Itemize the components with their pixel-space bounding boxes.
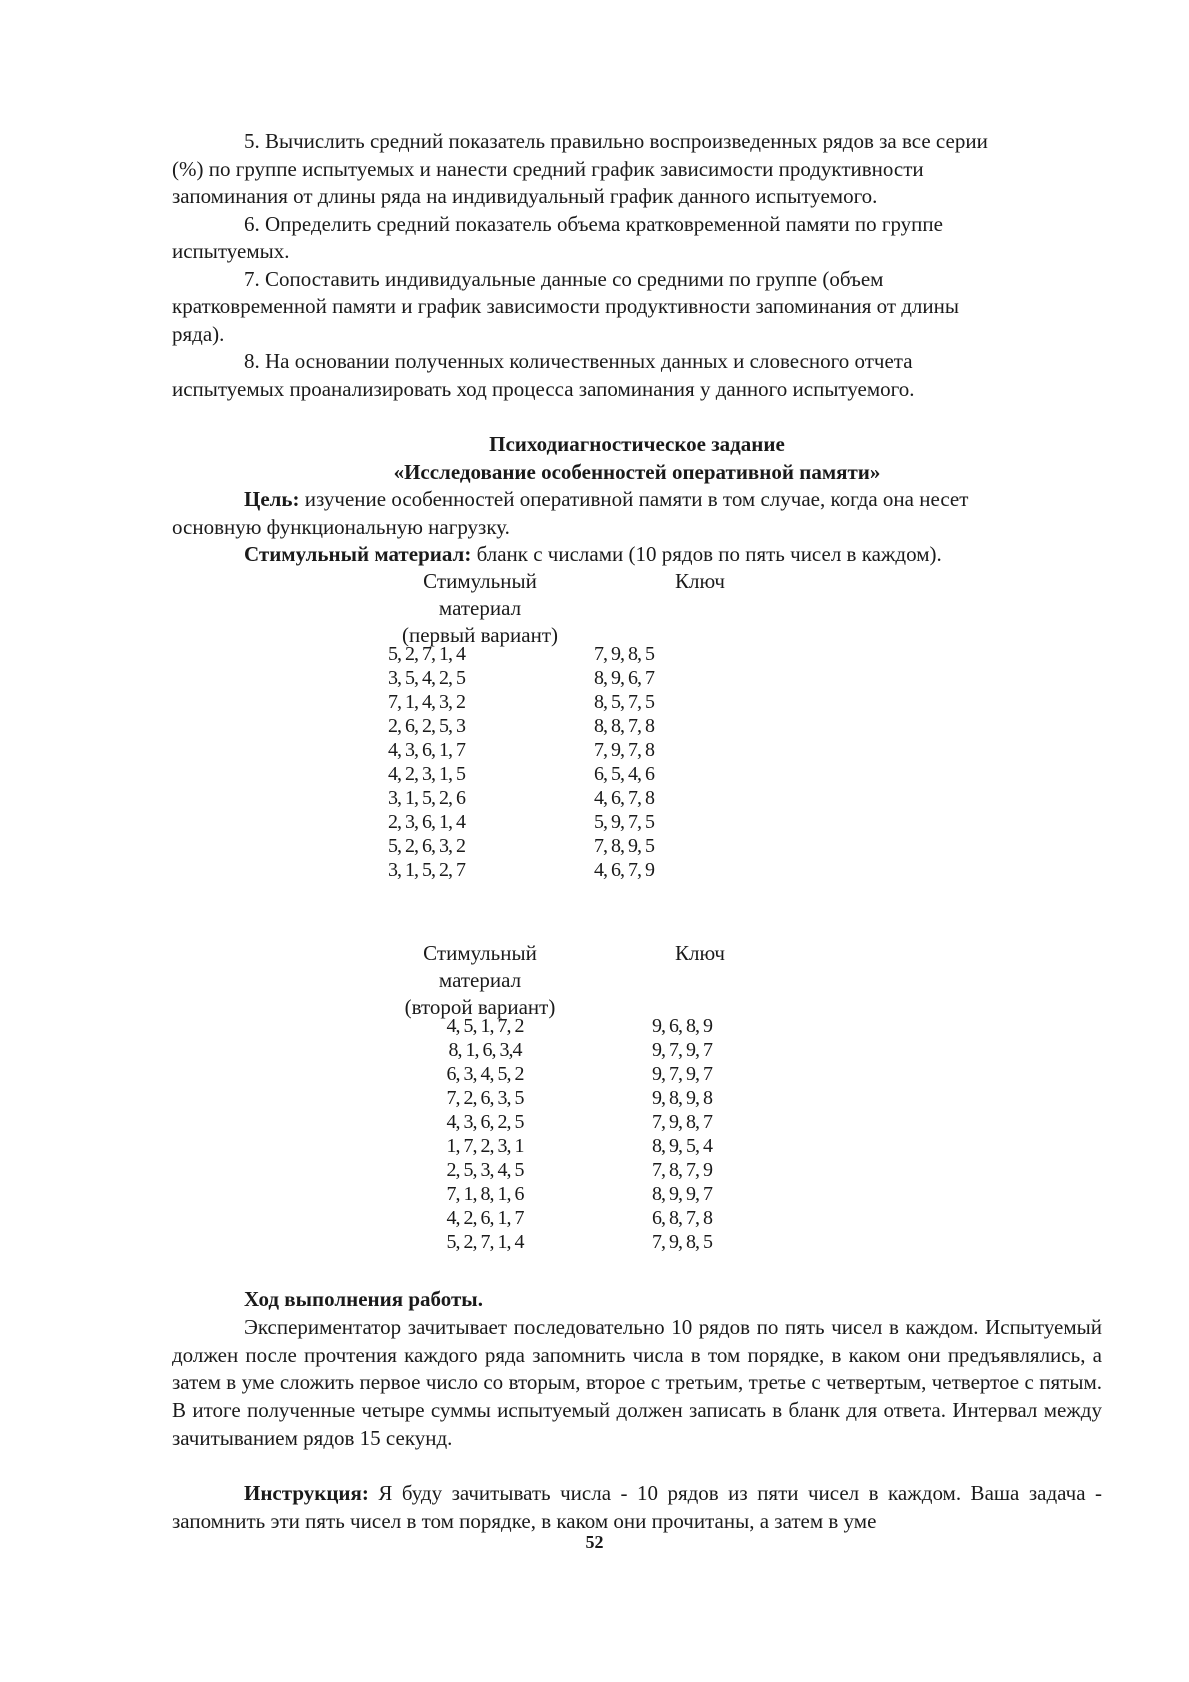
variant-2-key: 7, 9, 8, 5 [652,1231,712,1253]
step-8-line-1: 8. На основании полученных количественных данных и словесного отчета [244,349,913,373]
variant-1-row: 3, 1, 5, 2, 7 [388,859,465,881]
variant-2-row: 4, 5, 1, 7, 2 [446,1015,524,1037]
instruction-label: Инструкция: [244,1481,369,1505]
variant-2-header-b: материал [438,968,522,992]
variant-1-key: 7, 9, 7, 8 [594,739,654,761]
stimulus-text: бланк с числами (10 рядов по пять чисел в каждом). [471,542,942,566]
variant-2-header-a: Стимульный [423,941,537,965]
variant-1-row: 2, 3, 6, 1, 4 [388,811,465,833]
step-8-line-2: испытуемых проанализировать ход процесса запоминания у данного испытуемого. [172,376,915,401]
variant-1-key-header: Ключ [675,569,725,593]
step-5-line-1: 5. Вычислить средний показатель правильно воспроизведенных рядов за все серии [244,129,988,153]
variant-1-key: 8, 5, 7, 5 [594,691,654,713]
step-7-line-3: ряда). [172,321,225,346]
variant-2-keys [652,1014,712,1254]
variant-2-key: 6, 8, 7, 8 [652,1207,712,1229]
variant-1-row: 3, 1, 5, 2, 6 [388,787,465,809]
step-5-line-3: запоминания от длины ряда на индивидуальный график данного испытуемого. [172,184,878,208]
variant-2-row: 7, 1, 8, 1, 6 [446,1183,524,1205]
variant-2-header-c: (второй вариант) [404,995,556,1019]
variant-2-row: 6, 3, 4, 5, 2 [446,1063,524,1085]
variant-1-key: 7, 8, 9, 5 [594,835,654,857]
variant-1-rows [388,642,465,882]
variant-2-header [380,940,580,1021]
goal-text-2: основную функциональную нагрузку. [172,514,510,539]
step-7-line-1: 7. Сопоставить индивидуальные данные со средними по группе (объем [244,266,884,291]
variant-2-key: 9, 8, 9, 8 [652,1087,712,1109]
step-5-line-2: (%) по группе испытуемых и нанести средний график зависимости продуктивности [172,156,924,181]
variant-2-key: 9, 6, 8, 9 [652,1015,712,1037]
variant-2-rows [430,1014,540,1254]
stimulus-label: Стимульный материал: [244,542,472,566]
variant-2-row: 8, 1, 6, 3,4 [448,1039,522,1061]
goal-text: изучение особенностей оперативной памяти в том случае, когда она несет [299,487,969,511]
variant-2-row: 4, 2, 6, 1, 7 [446,1207,524,1229]
variant-2-key: 7, 8, 7, 9 [652,1159,712,1181]
variant-1-header-b: материал [438,596,522,620]
variant-1-header-a: Стимульный [423,569,537,593]
variant-1-key: 4, 6, 7, 9 [594,859,654,881]
variant-1-keys [594,642,654,882]
step-7-line-2: кратковременной памяти и график зависимости продуктивности запоминания от длины [172,294,959,318]
variant-1-row: 2, 6, 2, 5, 3 [388,715,465,737]
variant-1-row: 3, 5, 4, 2, 5 [388,667,465,689]
variant-1-row: 4, 2, 3, 1, 5 [388,763,465,785]
goal-label: Цель: [244,487,300,511]
procedure-text: Экспериментатор зачитывает последовательно 10 рядов по пять чисел в каждом. Испытуемый должен после прочтения каждого ряда запомнить числа в том порядке, в каком они предъявлялись, а затем в уме сложить первое число со вторым, второе с третьим, третье с четвертым, четвертое с пятым. В итоге полученные четыре суммы испытуемый должен записать в бланк для ответа. Интервал между зачитыванием рядов 15 секунд. [172,1315,1102,1450]
step-6-line-1: 6. Определить средний показатель объема кратковременной памяти по группе [244,211,943,236]
variant-2-key: 8, 9, 5, 4 [652,1135,712,1157]
variant-1-key: 8, 9, 6, 7 [594,667,654,689]
variant-2-key: 9, 7, 9, 7 [652,1063,712,1085]
variant-1-key: 6, 5, 4, 6 [594,763,654,785]
variant-1-key: 5, 9, 7, 5 [594,811,654,833]
variant-1-key: 8, 8, 7, 8 [594,715,654,737]
variant-1-header [380,568,580,649]
instruction-text: Я буду зачитывать числа - 10 рядов из пяти чисел в каждом. Ваша задача - запомнить эти пять чисел в том порядке, в каком они прочитаны, а затем в уме [172,1481,1102,1533]
variant-1-key: 7, 9, 8, 5 [594,643,654,665]
variant-1-row: 5, 2, 6, 3, 2 [388,835,465,857]
variant-2-row: 2, 5, 3, 4, 5 [446,1159,524,1181]
variant-2-key: 8, 9, 9, 7 [652,1183,712,1205]
variant-1-row: 4, 3, 6, 1, 7 [388,739,465,761]
variant-2-row: 5, 2, 7, 1, 4 [446,1231,524,1253]
task-subtitle: «Исследование особенностей оперативной памяти» [393,460,881,484]
page-number: 52 [585,1532,604,1552]
step-6-line-2: испытуемых. [172,239,290,263]
variant-1-row: 5, 2, 7, 1, 4 [388,643,465,665]
instruction-paragraph [172,1480,1102,1535]
task-title: Психодиагностическое задание [489,432,785,456]
variant-2-key-header: Ключ [675,941,725,965]
variant-2-key: 7, 9, 8, 7 [652,1111,712,1133]
procedure-title: Ход выполнения работы. [244,1287,483,1311]
variant-1-key: 4, 6, 7, 8 [594,787,654,809]
variant-1-header-c: (первый вариант) [402,623,558,647]
variant-2-row: 1, 7, 2, 3, 1 [446,1135,524,1157]
steps-section [172,128,1102,403]
variant-2-row: 4, 3, 6, 2, 5 [446,1111,524,1133]
variant-2-key: 9, 7, 9, 7 [652,1039,712,1061]
variant-1-row: 7, 1, 4, 3, 2 [388,691,465,713]
goal-section [172,486,1102,569]
variant-2-row: 7, 2, 6, 3, 5 [446,1087,524,1109]
